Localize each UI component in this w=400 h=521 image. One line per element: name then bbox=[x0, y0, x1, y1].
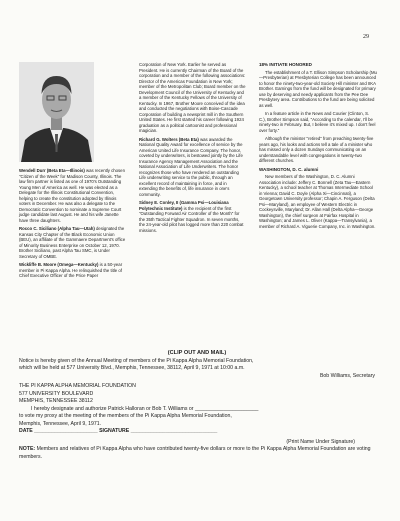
name-wolters: Richard G. Wolters (Beta Eta) bbox=[139, 136, 199, 142]
notice-title: (CLIP OUT AND MAIL) bbox=[167, 350, 227, 356]
portrait-photo-icon bbox=[19, 62, 94, 162]
proxy-line-1: I hereby designate and authorize Patrick Halloran or Bob T. Williams or ______________________ bbox=[31, 405, 259, 412]
text-washington-alumni: New members of the Washington, D. C. Alumni Association include: Jeffery C. Bonnell (Zeta Tau—Eastern Kentucky), a school teacher at Thomas Intermediate School in Vienna; David C. Doyle (Alpha Xi—Cincinnati), a Georgetown University professor; Chapin A. Ferguson (Delta Psi—Maryland), an employee of Western Electric in Cockeysville, Maryland; Dr. Allan Hall (Delta Alpha—George Washington), the chief surgeon at Fairfax Hospital in Washington; and James L. Oliver (Kappa—Transylvania), a member of Richard A. Viguerie Company, Inc. in Washington. bbox=[259, 174, 376, 229]
text-moore-cont: Corporation of New York. Earlier he served as President. He is currently Chairman of the Board of the corporation and a member of the following associations: Director of the Americas Foundation in New York; member of the Metropolitan Club; Board member on the Development Council of the University of Kentucky and a member of the Kentucky Fellows of the University of Kentucky. In 1967, Brother Moore conceived of the idea and conducted the negotiations with Boise-Cascade Corporation of building a newsprint mill in the Southern United States. He first started his career following 1924 graduation as a political cartoonist and professional magician. bbox=[139, 62, 246, 133]
note-label: NOTE: bbox=[19, 446, 36, 452]
notice-signer: Bob Williams, Secretary bbox=[319, 372, 375, 379]
text-wolters: was awarded the National Quality Award for excellence of service by the American United Life Insurance Company. The honor, coveted by underwriters, is bestowed jointly by the Life Insurance Agency Management Association and the National Association of Life Underwriters. The honor recognizes those who have rendered an outstanding Life underwriting service to the public, through an excellent record of maintaining in force, and in extending the benefits of, life insurance in one's community. bbox=[139, 136, 243, 197]
name-moore: Wickliffe B. Moore (Omega—Kentucky) bbox=[19, 262, 99, 267]
column-1 bbox=[19, 168, 126, 282]
address-line-1: THE PI KAPPA ALPHA MEMORIAL FOUNDATION bbox=[19, 383, 136, 389]
notice-line-2: which will be held at 577 University Blvd., Memphis, Tennessee, 38112, April 9, 1971 at 10:00 a.m. bbox=[19, 365, 245, 371]
proxy-line-2: to vote my proxy at the meeting of the members of the Pi Kappa Alpha Memorial Foundation, bbox=[19, 413, 232, 419]
text-siciliano: designated the Kansas City Chapter of the Black Economic Union (BEU), an affiliate of the Gammaere Department's office of Minority Business Enterprise on October 12, 1970. Brother Siciliano, past Alpha Tau SMC, is Under Secretary of OMBE. bbox=[19, 226, 126, 259]
print-name-caption: (Print Name Under Signature) bbox=[286, 438, 355, 445]
text-durr: was recently chosen "Citizen of the Week" for Madison County, Illinois. The law firm partner is listed as one of 1970's Outstanding Young Men of America as well. He was elected as a Delegate for the Illinois Constitutional Convention, helping to create the constitution adopted by Illinois voters in December. He was also a delegate to the Democratic Convention to nominate a Supreme Court judge candidate last August. He and his wife Janette have three daughters. bbox=[19, 168, 125, 223]
text-simpson-2: In a feature article in the News and Courier (Clinton, S. C.), Brother Simpson said, "According to the calendar, I'll be ninety-two in February. But, I believe it's mixed up. I don't feel over forty." bbox=[259, 111, 376, 133]
heading-washington-alumni: WASHINGTON, D. C. alumni bbox=[259, 166, 319, 172]
name-durr: Wendell Durr (Beta Eta—Illinois) bbox=[19, 168, 85, 173]
name-siciliano: Rocco C. Siciliano (Alpha Tau—Utah) bbox=[19, 226, 95, 231]
page-number: 29 bbox=[363, 34, 369, 40]
text-simpson-3: Although the minister "retired" from preaching twenty-five years ago, his looks and actions tell a tale of a minister who has missed only a dozen Sundays communicating on an understandable level with congregations in twenty-two different churches. bbox=[259, 136, 374, 163]
heading-initiate-honored: 18% INITIATE HONORED bbox=[259, 62, 312, 67]
address-line-2: 577 UNIVERSITY BOULEVARD bbox=[19, 390, 94, 397]
text-conley: is the recipient of the first "Outstanding Forward Air Controller of the Month" for the 35th Tactical Fighter Squadron. In seven months, the 24-year-old pilot has logged more than 220 combat missions. bbox=[139, 205, 244, 233]
proxy-line-3: Memphis, Tennessee, April 9, 1971. bbox=[19, 420, 102, 427]
text-moore: is a 50-year member in Pi Kappa Alpha. He relinquished the title of Chief Executive Officer of the Price Paper bbox=[19, 262, 123, 278]
proxy-notice bbox=[19, 350, 375, 461]
text-simpson-1: The establishment of a T. Ellison Simpson Scholarship (Mu—Presbyterian) at Presbyterian College has been announced to honor the ninety-two-year-old Society Hill minister and IIKA Brother. Earnings from the fund will be designated for primary use by deserving and needy applicants from the Pee Dee Presbytery area. Contributions to the fund are being solicited as well. bbox=[259, 69, 377, 108]
column-3 bbox=[259, 62, 377, 232]
address-line-3: MEMPHIS, TENNESSEE 38112 bbox=[19, 398, 93, 404]
name-conley: Sidney E. Conley, II (Gamma Psi—Louisiana Polytechnic Institute) bbox=[139, 200, 229, 211]
date-signature-line: DATE ______________________ SIGNATURE ______________________________ bbox=[19, 428, 218, 434]
column-2 bbox=[139, 62, 246, 236]
notice-line-1: Notice is hereby given of the Annual Meeting of members of the Pi Kappa Alpha Memorial Foundation, bbox=[19, 357, 254, 364]
note-text: Members and relatives of Pi Kappa Alpha who have contributed twenty-five dollars or more to the Pi Kappa Alpha Memorial Foundation are voting members. bbox=[19, 446, 371, 460]
